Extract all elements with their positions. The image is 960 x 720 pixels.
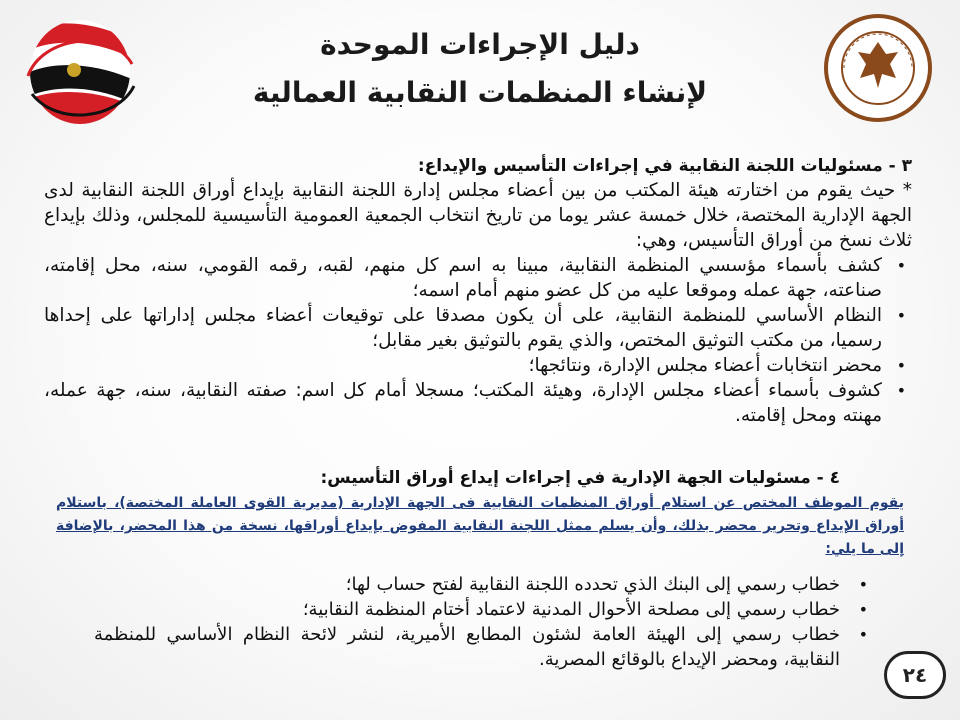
bullet-icon: • <box>896 381 906 400</box>
list-item <box>94 572 874 597</box>
section-4-heading: ٤ - مسئوليات الجهة الإدارية في إجراءات إيداع أوراق التأسيس: <box>320 468 840 488</box>
list-item <box>44 353 912 378</box>
list-item-text: النظام الأساسي للمنظمة النقابية، على أن يكون مصدقا على توقيعات أعضاء مجلس إداراتها على إحداها رسميا، من مكتب التوثيق المختص، والذي يقوم بالتوثيق بغير مقابل؛ <box>44 305 882 351</box>
bullet-icon: • <box>896 306 906 325</box>
section-4-list <box>94 572 874 672</box>
section-3-heading: ٣ - مسئوليات اللجنة النقابية في إجراءات التأسيس والإيداع: <box>417 156 912 176</box>
list-item <box>94 597 874 622</box>
section-3-list <box>44 253 912 428</box>
list-item <box>44 253 912 303</box>
section-3 <box>44 154 912 428</box>
page-number: ٢٤ <box>884 651 946 699</box>
list-item-text: خطاب رسمي إلى مصلحة الأحوال المدنية لاعتماد أختام المنظمة النقابية؛ <box>302 599 840 620</box>
section-3-intro: * حيث يقوم من اختارته هيئة المكتب من بين أعضاء مجلس إدارة اللجنة النقابية بإيداع أوراق اللجنة النقابية لدى الجهة الإدارية المختصة، خلال خمسة عشر يوما من تاريخ انتخاب الجمعية العمومية التأسيسية للمجلس، وذلك بإيداع ثلاث نسخ من أوراق التأسيس، وهي: <box>44 180 912 251</box>
bullet-icon: • <box>858 625 868 644</box>
ministry-seal-logo <box>824 14 932 122</box>
page-title-line2: لإنشاء المنظمات النقابية العمالية <box>252 76 708 109</box>
bullet-icon: • <box>858 575 868 594</box>
bullet-icon: • <box>858 600 868 619</box>
egypt-flag-logo <box>22 16 138 128</box>
list-item-text: كشف بأسماء مؤسسي المنظمة النقابية، مبينا به اسم كل منهم، لقبه، رقمه القومي، سنه، محل إقامته، صناعته، جهة عمله وموقعا عليه من كل عضو منهم أمام اسمه؛ <box>44 255 882 301</box>
bullet-icon: • <box>896 256 906 275</box>
section-4-list-wrap <box>94 572 874 672</box>
list-item <box>94 622 874 672</box>
list-item-text: خطاب رسمي إلى البنك الذي تحدده اللجنة النقابية لفتح حساب لها؛ <box>345 574 840 595</box>
section-4-note-wrap <box>56 492 904 561</box>
list-item <box>44 303 912 353</box>
list-item-text: محضر انتخابات أعضاء مجلس الإدارة، ونتائجها؛ <box>528 355 882 376</box>
page-title-line1: دليل الإجراءات الموحدة <box>320 28 640 61</box>
list-item-text: خطاب رسمي إلى الهيئة العامة لشئون المطابع الأميرية، لنشر لائحة النظام الأساسي للمنظمة النقابية، ومحضر الإيداع بالوقائع المصرية. <box>94 624 840 670</box>
list-item <box>44 378 912 428</box>
section-4-note: يقوم الموظف المختص عن استلام أوراق المنظمات النقابية فى الجهة الإدارية (مديرية القوى العاملة المختصة)، باستلام أوراق الإيداع وتحرير محضر بذلك، وأن يسلم ممثل اللجنة النقابية المفوض بإيداع أوراقها، نسخة من هذا المحضر، بالإضافة إلى ما يلي: <box>56 495 904 557</box>
section-4-heading-wrap <box>44 466 840 490</box>
list-item-text: كشوف بأسماء أعضاء مجلس الإدارة، وهيئة المكتب؛ مسجلا أمام كل اسم: صفته النقابية، سنه، جهة عمله، مهنته ومحل إقامته. <box>44 380 882 426</box>
bullet-icon: • <box>896 356 906 375</box>
